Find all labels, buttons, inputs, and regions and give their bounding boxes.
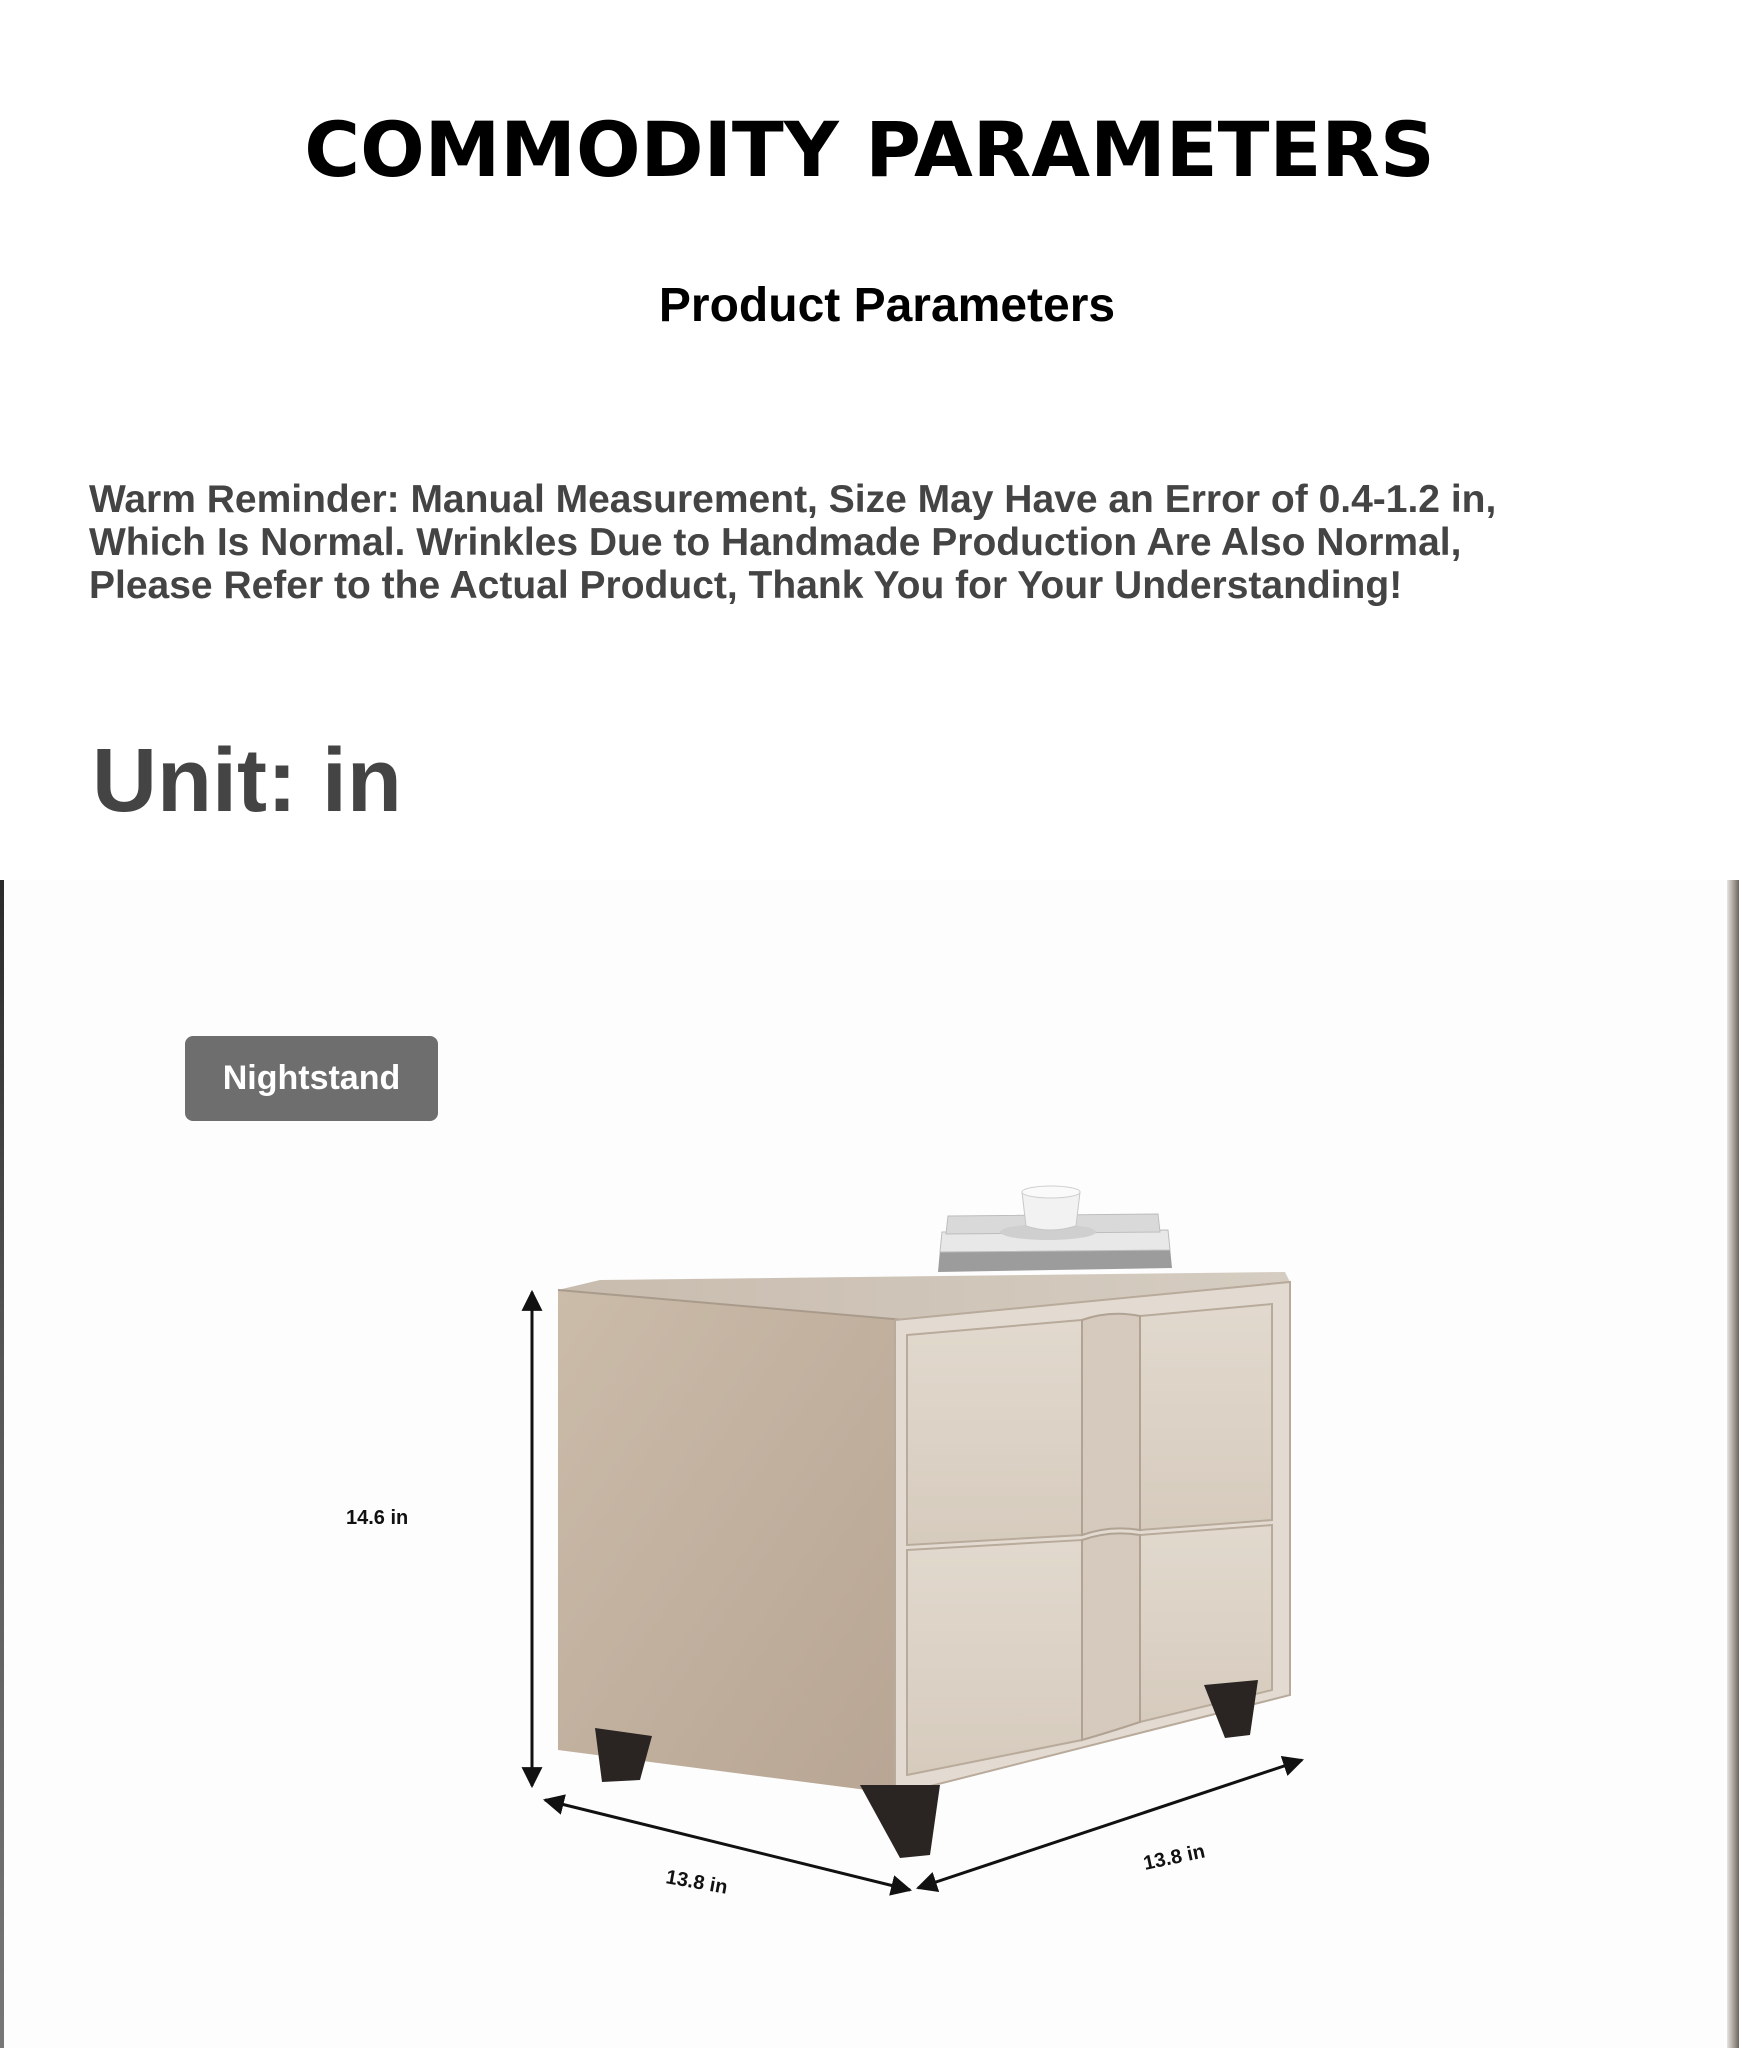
main-title: COMMODITY PARAMETERS [304, 105, 1435, 194]
unit-label: Unit: in [92, 731, 402, 831]
leg-front-left [860, 1785, 940, 1858]
width-dimension-line [918, 1760, 1302, 1888]
drawer-top-right [1140, 1304, 1272, 1530]
drawer-top-left [907, 1320, 1082, 1545]
drawer-bottom-left [907, 1540, 1082, 1775]
handle-strap-bottom [1082, 1533, 1140, 1740]
nightstand-illustration [0, 880, 1739, 2048]
nightstand-side [558, 1290, 905, 1795]
handle-strap-top [1082, 1314, 1140, 1535]
depth-label: 13.8 in [664, 1866, 730, 1899]
warm-reminder-text: Warm Reminder: Manual Measurement, Size May Have an Error of 0.4-1.2 in, Which Is Normal. Wrinkles Due to Handmade Production Are Also Normal, Please Refer to the Actual Product, Thank You for Your Understanding! [89, 478, 1497, 607]
product-type-tag: Nightstand [185, 1036, 438, 1121]
sub-title: Product Parameters [658, 279, 1116, 332]
width-label: 13.8 in [1141, 1840, 1207, 1875]
product-photo [0, 880, 1739, 2048]
leg-back-left [595, 1728, 652, 1782]
decor-books-cup [938, 1186, 1172, 1272]
height-label: 14.6 in [346, 1507, 409, 1529]
